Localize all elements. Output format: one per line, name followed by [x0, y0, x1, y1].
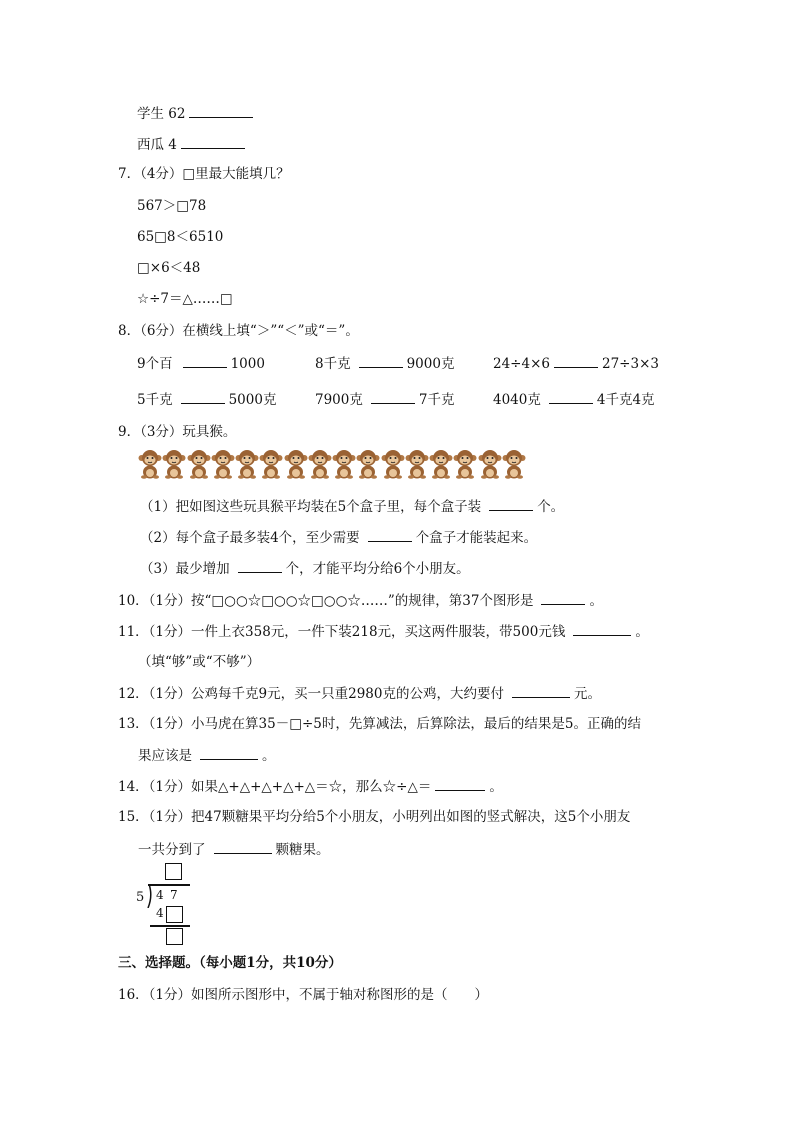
monkey-icon: [259, 449, 283, 479]
question-16: 16．（1分）如图所示图形中，不属于轴对称图形的是（ ）: [118, 987, 489, 1003]
question-11: 11．（1分）一件上衣358元，一件下装218元，买这两件服装，带500元钱 。: [118, 624, 649, 640]
q11-note: （填“够”或“不够”）: [138, 654, 261, 670]
monkey-icon: [284, 449, 308, 479]
answer-blank[interactable]: [238, 559, 282, 573]
q9-part-2: （2）每个盒子最多装4个，至少需要 个盒子才能装起来。: [140, 530, 538, 546]
answer-blank[interactable]: [573, 622, 631, 636]
q8-row-1-col-2: 8千克 9000克: [315, 356, 455, 372]
monkey-icon: [162, 449, 186, 479]
answer-blank[interactable]: [368, 528, 412, 542]
answer-blank[interactable]: [183, 354, 227, 368]
monkey-icon: [187, 449, 211, 479]
dividend-tens: 4: [156, 888, 164, 902]
q8-row-2-col-2: 7900克 7千克: [315, 392, 455, 408]
monkey-icon: [381, 449, 405, 479]
q8-row-1: 9个百 1000: [137, 356, 265, 372]
division-bracket-curve: [145, 884, 155, 908]
question-15: 15．（1分）把47颗糖果平均分给5个小朋友，小明列出如图的竖式解决，这5个小朋友: [118, 809, 631, 825]
product-tens: 4: [156, 906, 164, 920]
question-7: 7．（4分）□里最大能填几？: [118, 166, 290, 182]
q9-part-1: （1）把如图这些玩具猴平均装在5个盒子里，每个盒子装 个。: [140, 499, 565, 515]
answer-blank[interactable]: [489, 497, 533, 511]
answer-blank[interactable]: [181, 135, 245, 149]
monkey-icon: [502, 449, 526, 479]
monkey-icon: [453, 449, 477, 479]
question-10: 10．（1分）按“□○○☆□○○☆□○○☆……”的规律，第37个图形是 。: [118, 593, 603, 609]
question-14: 14．（1分）如果△+△+△+△+△＝☆，那么☆÷△＝ 。: [118, 779, 503, 795]
monkey-icon: [332, 449, 356, 479]
monkey-icon: [235, 449, 259, 479]
answer-blank[interactable]: [200, 746, 258, 760]
monkey-icon: [429, 449, 453, 479]
q8-row-1-col-3: 24÷4×6 27÷3×3: [493, 356, 659, 372]
monkey-icon: [405, 449, 429, 479]
answer-blank[interactable]: [512, 684, 570, 698]
q9-part-3: （3）最少增加 个，才能平均分给6个小朋友。: [140, 561, 470, 577]
dividend-ones: 7: [170, 888, 178, 902]
section-3-heading: 三、选择题。（每小题1分，共10分）: [118, 955, 342, 971]
product-ones-box[interactable]: [166, 906, 183, 923]
q7-item-c: □×6＜48: [137, 260, 201, 276]
remainder-box[interactable]: [166, 928, 183, 945]
question-12: 12．（1分）公鸡每千克9元，买一只重2980克的公鸡，大约要付 元。: [118, 686, 601, 702]
answer-blank[interactable]: [214, 840, 272, 854]
q7-item-b: 65□8＜6510: [137, 229, 224, 245]
question-13: 13．（1分）小马虎在算35－□÷5时，先算减法，后算除法，最后的结果是5。正确的结: [118, 716, 641, 732]
question-15-cont: 一共分到了 颗糖果。: [138, 842, 330, 858]
answer-blank[interactable]: [189, 104, 253, 118]
answer-blank[interactable]: [549, 390, 593, 404]
question-13-cont: 果应该是 。: [138, 748, 276, 764]
question-8: 8．（6分）在横线上填“＞”“＜”或“＝”。: [118, 323, 359, 339]
q7-item-a: 567＞□78: [137, 198, 207, 214]
q8-row-2: 5千克 5000克: [137, 392, 277, 408]
answer-blank[interactable]: [435, 777, 485, 791]
answer-blank[interactable]: [181, 390, 225, 404]
question-9: 9．（3分）玩具猴。: [118, 424, 237, 440]
answer-line-watermelon: 西瓜 4: [137, 135, 249, 154]
monkey-icon: [478, 449, 502, 479]
answer-blank[interactable]: [359, 354, 403, 368]
answer-blank[interactable]: [541, 591, 585, 605]
monkey-icon: [138, 449, 162, 479]
answer-blank[interactable]: [371, 390, 415, 404]
q7-item-d: ☆÷7＝△……□: [137, 291, 233, 307]
quotient-box[interactable]: [165, 863, 182, 880]
divisor: 5: [136, 890, 145, 905]
monkey-icon: [356, 449, 380, 479]
answer-line-students: 学生 62: [137, 104, 257, 123]
monkey-icon: [308, 449, 332, 479]
subtraction-line: [150, 925, 190, 927]
answer-blank[interactable]: [554, 354, 598, 368]
q8-row-2-col-3: 4040克 4千克4克: [493, 392, 655, 408]
monkey-icon: [211, 449, 235, 479]
long-division-figure: [134, 860, 194, 946]
toy-monkeys-image: [138, 449, 526, 479]
